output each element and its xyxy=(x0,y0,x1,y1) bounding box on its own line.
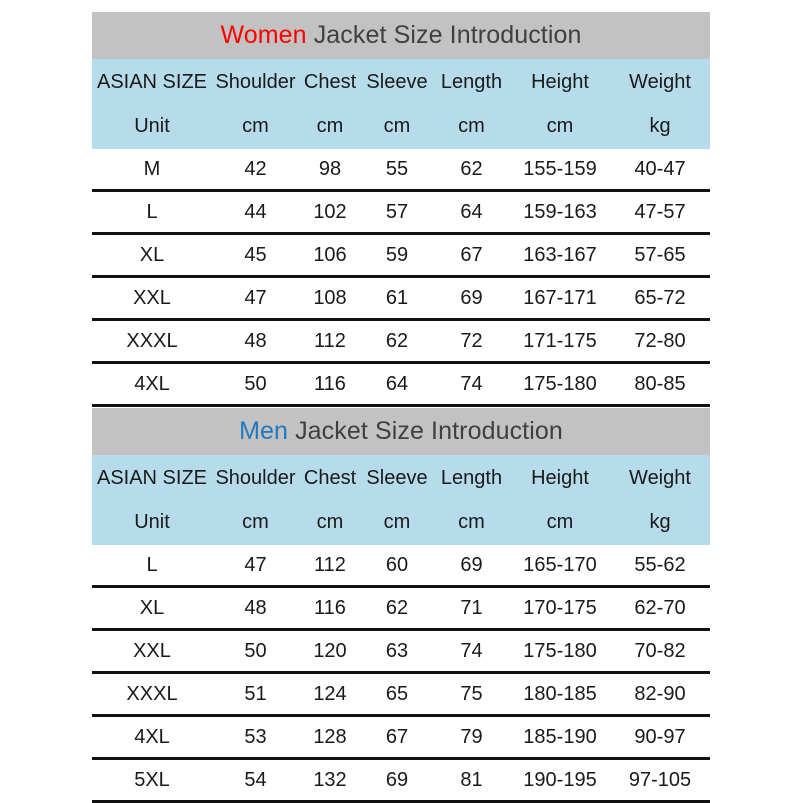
men-cell-length: 71 xyxy=(433,587,510,630)
women-title-accent: Women xyxy=(220,21,307,49)
men-col-header-sleeve: Sleeve xyxy=(366,467,428,489)
women-unit-sleeve: cm xyxy=(383,115,411,137)
women-cell-length: 64 xyxy=(433,191,510,234)
women-cell-chest: 98 xyxy=(299,149,361,191)
men-cell-sleeve: 60 xyxy=(361,545,433,587)
women-cell-chest: 112 xyxy=(299,320,361,363)
table-row xyxy=(92,363,710,406)
table-row xyxy=(92,587,710,630)
table-row xyxy=(92,320,710,363)
women-col-header-shoulder: Shoulder xyxy=(215,71,296,93)
women-cell-length: 72 xyxy=(433,320,510,363)
men-title-rest: Jacket Size Introduction xyxy=(288,417,563,445)
women-cell-shoulder: 45 xyxy=(212,234,299,277)
men-cell-weight: 90-97 xyxy=(610,716,710,759)
women-cell-size: M xyxy=(92,149,212,191)
women-data-body xyxy=(92,149,710,406)
men-cell-sleeve: 62 xyxy=(361,587,433,630)
women-cell-size: L xyxy=(92,191,212,234)
men-cell-height: 185-190 xyxy=(510,716,610,759)
men-cell-size: XXL xyxy=(92,630,212,673)
table-row xyxy=(92,234,710,277)
women-unit-height: cm xyxy=(546,115,574,137)
women-cell-sleeve: 62 xyxy=(361,320,433,363)
men-cell-chest: 112 xyxy=(299,545,361,587)
men-cell-size: 5XL xyxy=(92,759,212,802)
men-title xyxy=(239,417,563,446)
men-cell-weight: 70-82 xyxy=(610,630,710,673)
men-cell-length: 81 xyxy=(433,759,510,802)
women-cell-weight: 80-85 xyxy=(610,363,710,406)
women-col-header-chest: Chest xyxy=(303,71,357,93)
men-cell-shoulder: 48 xyxy=(212,587,299,630)
table-row xyxy=(92,630,710,673)
table-row xyxy=(92,545,710,587)
men-cell-height: 180-185 xyxy=(510,673,610,716)
women-cell-chest: 106 xyxy=(299,234,361,277)
men-cell-sleeve: 63 xyxy=(361,630,433,673)
women-cell-weight: 57-65 xyxy=(610,234,710,277)
men-cell-height: 165-170 xyxy=(510,545,610,587)
women-cell-sleeve: 59 xyxy=(361,234,433,277)
women-cell-size: XXL xyxy=(92,277,212,320)
men-cell-weight: 82-90 xyxy=(610,673,710,716)
women-cell-sleeve: 64 xyxy=(361,363,433,406)
women-cell-length: 74 xyxy=(433,363,510,406)
table-row xyxy=(92,191,710,234)
women-column-header-row xyxy=(92,61,710,104)
women-cell-sleeve: 57 xyxy=(361,191,433,234)
men-cell-length: 79 xyxy=(433,716,510,759)
women-title-band xyxy=(92,12,710,59)
men-header-grid xyxy=(92,457,710,545)
women-cell-size: XXXL xyxy=(92,320,212,363)
men-data-grid xyxy=(92,545,710,803)
men-cell-size: XL xyxy=(92,587,212,630)
men-cell-height: 190-195 xyxy=(510,759,610,802)
men-cell-size: L xyxy=(92,545,212,587)
women-cell-weight: 47-57 xyxy=(610,191,710,234)
men-unit-row xyxy=(92,500,710,545)
women-title-rest: Jacket Size Introduction xyxy=(306,21,582,49)
men-cell-length: 74 xyxy=(433,630,510,673)
women-cell-sleeve: 55 xyxy=(361,149,433,191)
women-unit-shoulder: cm xyxy=(242,115,269,137)
men-cell-sleeve: 67 xyxy=(361,716,433,759)
men-cell-shoulder: 54 xyxy=(212,759,299,802)
men-cell-shoulder: 51 xyxy=(212,673,299,716)
men-unit-sleeve: cm xyxy=(383,511,411,533)
men-col-header-height: Height xyxy=(531,467,589,489)
women-cell-height: 159-163 xyxy=(510,191,610,234)
men-data-body xyxy=(92,545,710,802)
men-unit-length: cm xyxy=(458,511,485,533)
men-cell-size: XXXL xyxy=(92,673,212,716)
men-cell-weight: 55-62 xyxy=(610,545,710,587)
men-cell-weight: 97-105 xyxy=(610,759,710,802)
women-cell-shoulder: 42 xyxy=(212,149,299,191)
women-header-grid xyxy=(92,61,710,149)
women-cell-size: 4XL xyxy=(92,363,212,406)
men-cell-sleeve: 69 xyxy=(361,759,433,802)
men-size-table xyxy=(92,408,710,803)
men-cell-height: 175-180 xyxy=(510,630,610,673)
women-col-header-asian-size: ASIAN SIZE xyxy=(96,71,208,93)
women-col-header-length: Length xyxy=(440,71,503,93)
women-unit-weight: kg xyxy=(649,115,671,137)
men-cell-shoulder: 47 xyxy=(212,545,299,587)
women-cell-chest: 102 xyxy=(299,191,361,234)
women-cell-shoulder: 50 xyxy=(212,363,299,406)
men-unit-height: cm xyxy=(546,511,574,533)
women-unit-chest: cm xyxy=(316,115,344,137)
women-cell-chest: 108 xyxy=(299,277,361,320)
men-unit-weight: kg xyxy=(649,511,671,533)
men-title-accent: Men xyxy=(239,417,289,445)
women-col-header-sleeve: Sleeve xyxy=(366,71,428,93)
women-cell-length: 62 xyxy=(433,149,510,191)
women-cell-shoulder: 48 xyxy=(212,320,299,363)
women-cell-shoulder: 47 xyxy=(212,277,299,320)
men-unit-chest: cm xyxy=(316,511,344,533)
men-cell-length: 75 xyxy=(433,673,510,716)
men-col-header-asian-size: ASIAN SIZE xyxy=(96,467,208,489)
women-unit-length: cm xyxy=(458,115,485,137)
men-cell-chest: 132 xyxy=(299,759,361,802)
women-cell-height: 171-175 xyxy=(510,320,610,363)
table-row xyxy=(92,716,710,759)
table-row xyxy=(92,673,710,716)
women-col-header-weight: Weight xyxy=(629,71,691,93)
women-cell-height: 175-180 xyxy=(510,363,610,406)
men-cell-weight: 62-70 xyxy=(610,587,710,630)
men-cell-sleeve: 65 xyxy=(361,673,433,716)
women-size-table xyxy=(92,12,710,407)
men-col-header-weight: Weight xyxy=(629,467,691,489)
men-unit-label: Unit xyxy=(134,511,170,533)
women-cell-size: XL xyxy=(92,234,212,277)
men-col-header-shoulder: Shoulder xyxy=(215,467,296,489)
men-cell-chest: 120 xyxy=(299,630,361,673)
men-cell-height: 170-175 xyxy=(510,587,610,630)
women-cell-weight: 72-80 xyxy=(610,320,710,363)
men-cell-shoulder: 53 xyxy=(212,716,299,759)
women-cell-weight: 65-72 xyxy=(610,277,710,320)
women-col-header-height: Height xyxy=(531,71,589,93)
table-row xyxy=(92,149,710,191)
men-cell-chest: 116 xyxy=(299,587,361,630)
women-header-band xyxy=(92,59,710,149)
women-unit-row xyxy=(92,104,710,149)
men-col-header-chest: Chest xyxy=(303,467,357,489)
men-header-band xyxy=(92,455,710,545)
table-row xyxy=(92,277,710,320)
men-cell-length: 69 xyxy=(433,545,510,587)
men-cell-shoulder: 50 xyxy=(212,630,299,673)
women-cell-height: 163-167 xyxy=(510,234,610,277)
women-cell-shoulder: 44 xyxy=(212,191,299,234)
men-title-band xyxy=(92,408,710,455)
women-title xyxy=(220,21,581,50)
women-cell-height: 155-159 xyxy=(510,149,610,191)
women-data-grid xyxy=(92,149,710,407)
women-cell-weight: 40-47 xyxy=(610,149,710,191)
women-cell-sleeve: 61 xyxy=(361,277,433,320)
men-unit-shoulder: cm xyxy=(242,511,269,533)
women-cell-chest: 116 xyxy=(299,363,361,406)
women-unit-label: Unit xyxy=(134,115,170,137)
men-col-header-length: Length xyxy=(440,467,503,489)
men-cell-size: 4XL xyxy=(92,716,212,759)
women-cell-height: 167-171 xyxy=(510,277,610,320)
women-cell-length: 69 xyxy=(433,277,510,320)
men-cell-chest: 124 xyxy=(299,673,361,716)
table-row xyxy=(92,759,710,802)
men-cell-chest: 128 xyxy=(299,716,361,759)
men-column-header-row xyxy=(92,457,710,500)
women-cell-length: 67 xyxy=(433,234,510,277)
